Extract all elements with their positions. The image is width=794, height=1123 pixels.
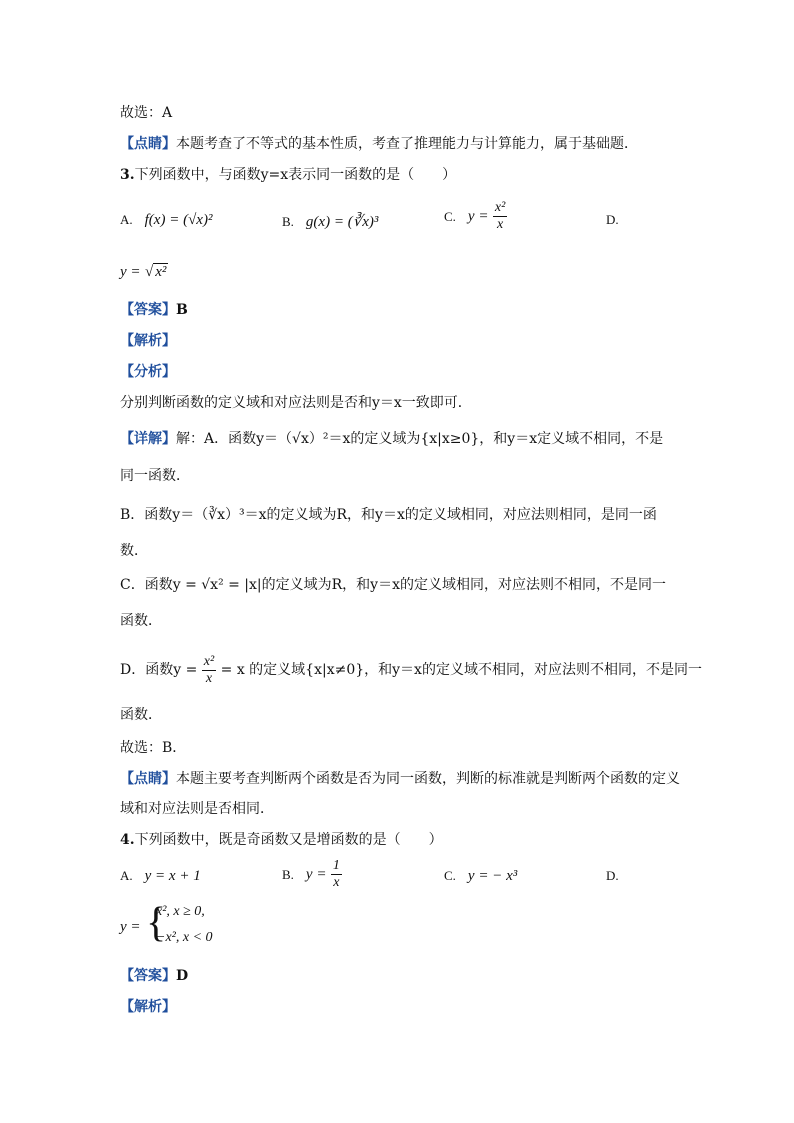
q3-option-c-y: y = [467,208,489,225]
q3-option-d-label: D. [606,212,619,227]
answer-3-value: B [176,302,188,318]
q4-option-d-y [120,919,141,936]
answer-4-tag: 【答案】 [120,968,176,984]
comment-tag: 【点睛】 [120,136,176,152]
q3-option-d-y: y = [120,264,141,280]
q4-option-c [444,868,517,885]
q4-option-d-y-text: y = [120,919,141,935]
detail-d-line2: 函数． [120,707,162,723]
q4-option-a-label: A. [120,868,133,883]
detail-c-line1: C．函数y = √x² = |x|的定义域为R，和y＝x的定义域相同，对应法则不相同，不是同一 [120,577,666,593]
q4-option-a-math: y = x + 1 [144,868,201,884]
q4-option-b-denominator: x [333,875,340,890]
answer-4-value: D [176,968,189,984]
comment-3-tag: 【点睛】 [120,771,176,787]
detail-a-text: 解：A．函数y＝（√x）²＝x的定义域为{x|x≥0}，和y＝x定义域不相同，不是 [176,431,664,447]
q4-option-d-label: D. [606,868,619,883]
question-4-number: 4. [120,832,135,848]
detail-a-line1 [120,429,663,449]
piecewise-brace: { [146,900,167,946]
q4-option-d [606,868,631,884]
q3-option-c-denominator: x [497,217,504,232]
fenxi-3-text: 分别判断函数的定义域和对应法则是否和y＝x一致即可． [120,395,472,411]
q3-option-b [282,212,378,231]
q3-option-c-fraction [493,200,507,233]
question-4 [120,830,443,850]
detail-tag: 【详解】 [120,431,176,447]
comment-3-line1 [120,769,680,789]
detail-b-line2: 数． [120,543,148,559]
q3-option-d [606,212,631,228]
q3-option-b-label: B. [282,214,294,229]
question-3 [120,165,456,185]
comment-3-text: 本题主要考查判断两个函数是否为同一函数，判断的标准就是判断两个函数的定义 [176,771,680,787]
analysis-3-tag: 【解析】 [120,333,176,349]
detail-d-denominator: x [205,670,213,686]
detail-c-line2: 函数． [120,613,162,629]
question-3-text: 下列函数中，与函数y=x表示同一函数的是（ ） [134,167,457,183]
q3-option-a-label: A. [120,212,133,227]
answer-4 [120,966,188,986]
choice-3-line: 故选：B． [120,740,187,756]
q3-option-c-numerator: x² [494,200,506,215]
fenxi-3-tag: 【分析】 [120,364,176,380]
q3-option-d-math: y = √ x² [120,264,167,280]
q4-option-c-math: y = − x³ [467,868,518,884]
previous-comment [120,134,638,154]
detail-d-line1 [120,652,702,688]
q3-option-b-math: g(x) = (∛x)³ [305,214,379,230]
question-4-text: 下列函数中，既是奇函数又是增函数的是（ ） [134,832,443,848]
q4-option-b-numerator: 1 [332,858,340,873]
q3-option-c-label: C. [444,208,456,224]
q3-option-d-radicand: x² [155,264,167,280]
piecewise-case-1: x², x ≥ 0, [156,904,205,919]
answer-3-tag: 【答案】 [120,302,176,318]
q4-option-c-label: C. [444,868,456,883]
detail-b-line1: B．函数y＝（∛x）³＝x的定义域为R，和y＝x的定义域相同，对应法则相同，是同一函 [120,507,657,523]
answer-3 [120,300,188,320]
detail-d-prefix: D．函数y = [120,662,198,678]
detail-d-numerator: x² [203,653,215,669]
q4-option-a [120,868,201,885]
q4-option-b-y: y = [305,866,327,883]
q3-option-c [444,200,507,233]
comment-3-line2: 域和对应法则是否相同． [120,801,274,817]
comment-text: 本题考查了不等式的基本性质，考查了推理能力与计算能力，属于基础题． [176,136,638,152]
detail-a-line2: 同一函数． [120,468,190,484]
q4-option-b [282,858,342,891]
previous-answer-line: 故选：A [120,105,173,121]
q4-option-b-fraction [331,858,342,891]
analysis-4-tag: 【解析】 [120,999,176,1015]
piecewise-case-2: −x², x < 0 [156,930,213,945]
detail-d-fraction [202,654,216,687]
question-3-number: 3. [120,167,135,183]
q3-option-a [120,212,212,229]
detail-d-suffix: = x 的定义域{x|x≠0}，和y＝x的定义域不相同，对应法则不相同，不是同一 [220,662,702,678]
q3-option-a-math: f(x) = (√x)² [144,212,213,228]
q4-option-b-label: B. [282,866,294,882]
